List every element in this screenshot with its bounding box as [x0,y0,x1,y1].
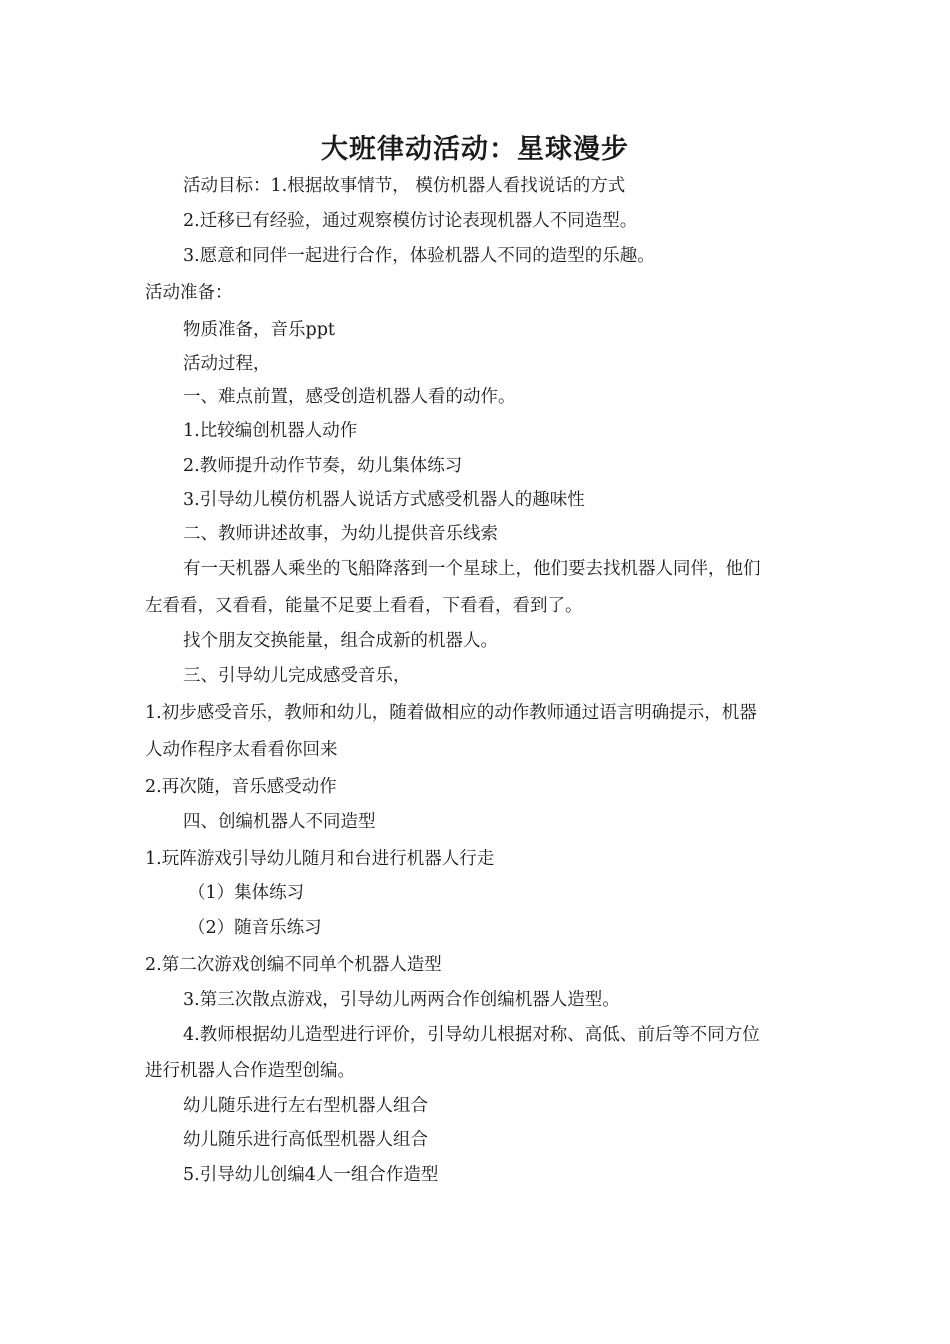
text-line: 幼儿随乐进行左右型机器人组合 [183,1096,428,1116]
text-line: 1.玩阵游戏引导幼儿随月和台进行机器人行走 [145,849,495,869]
text-line: 二、教师讲述故事，为幼儿提供音乐线索 [183,524,498,544]
text-line: 进行机器人合作造型创编。 [145,1061,355,1081]
text-line: 活动过程， [183,354,271,374]
text-line: （2）随音乐练习 [188,918,322,938]
text-line: 2.教师提升动作节奏，幼儿集体练习 [183,456,463,476]
text-line: 物质准备，音乐ppt [183,320,335,340]
text-line: （1）集体练习 [188,883,305,903]
text-line: 3.第三次散点游戏，引导幼儿两两合作创编机器人造型。 [183,990,620,1010]
text-line: 2.第二次游戏创编不同单个机器人造型 [145,955,442,975]
text-line: 2.再次随，音乐感受动作 [145,777,337,797]
text-line: 2.迁移已有经验，通过观察模仿讨论表现机器人不同造型。 [183,211,638,231]
text-line: 人动作程序太看看你回来 [145,740,338,760]
text-line: 三、引导幼儿完成感受音乐， [183,666,411,686]
text-line: 4.教师根据幼儿造型进行评价，引导幼儿根据对称、高低、前后等不同方位 [183,1025,760,1045]
text-line: 幼儿随乐进行高低型机器人组合 [183,1130,428,1150]
text-line: 有一天机器人乘坐的飞船降落到一个星球上，他们要去找机器人同伴，他们 [183,559,761,579]
text-line: 左看看，又看看，能量不足要上看看，下看看，看到了。 [145,596,583,616]
text-line: 找个朋友交换能量，组合成新的机器人。 [183,631,498,651]
document-title: 大班律动活动：星球漫步 [321,134,629,165]
text-line: 一、难点前置，感受创造机器人看的动作。 [183,387,516,407]
text-line: 四、创编机器人不同造型 [183,812,376,832]
section-heading: 活动准备： [145,283,233,303]
text-line: 3.引导幼儿模仿机器人说话方式感受机器人的趣味性 [183,490,585,510]
text-line: 1.比较编创机器人动作 [183,421,358,441]
text-line: 活动目标：1.根据故事情节， 模仿机器人看找说话的方式 [183,176,626,196]
text-line: 3.愿意和同伴一起进行合作，体验机器人不同的造型的乐趣。 [183,246,655,266]
text-line: 5.引导幼儿创编4人一组合作造型 [183,1165,439,1185]
text-line: 1.初步感受音乐，教师和幼儿，随着做相应的动作教师通过语言明确提示，机器 [145,703,757,723]
